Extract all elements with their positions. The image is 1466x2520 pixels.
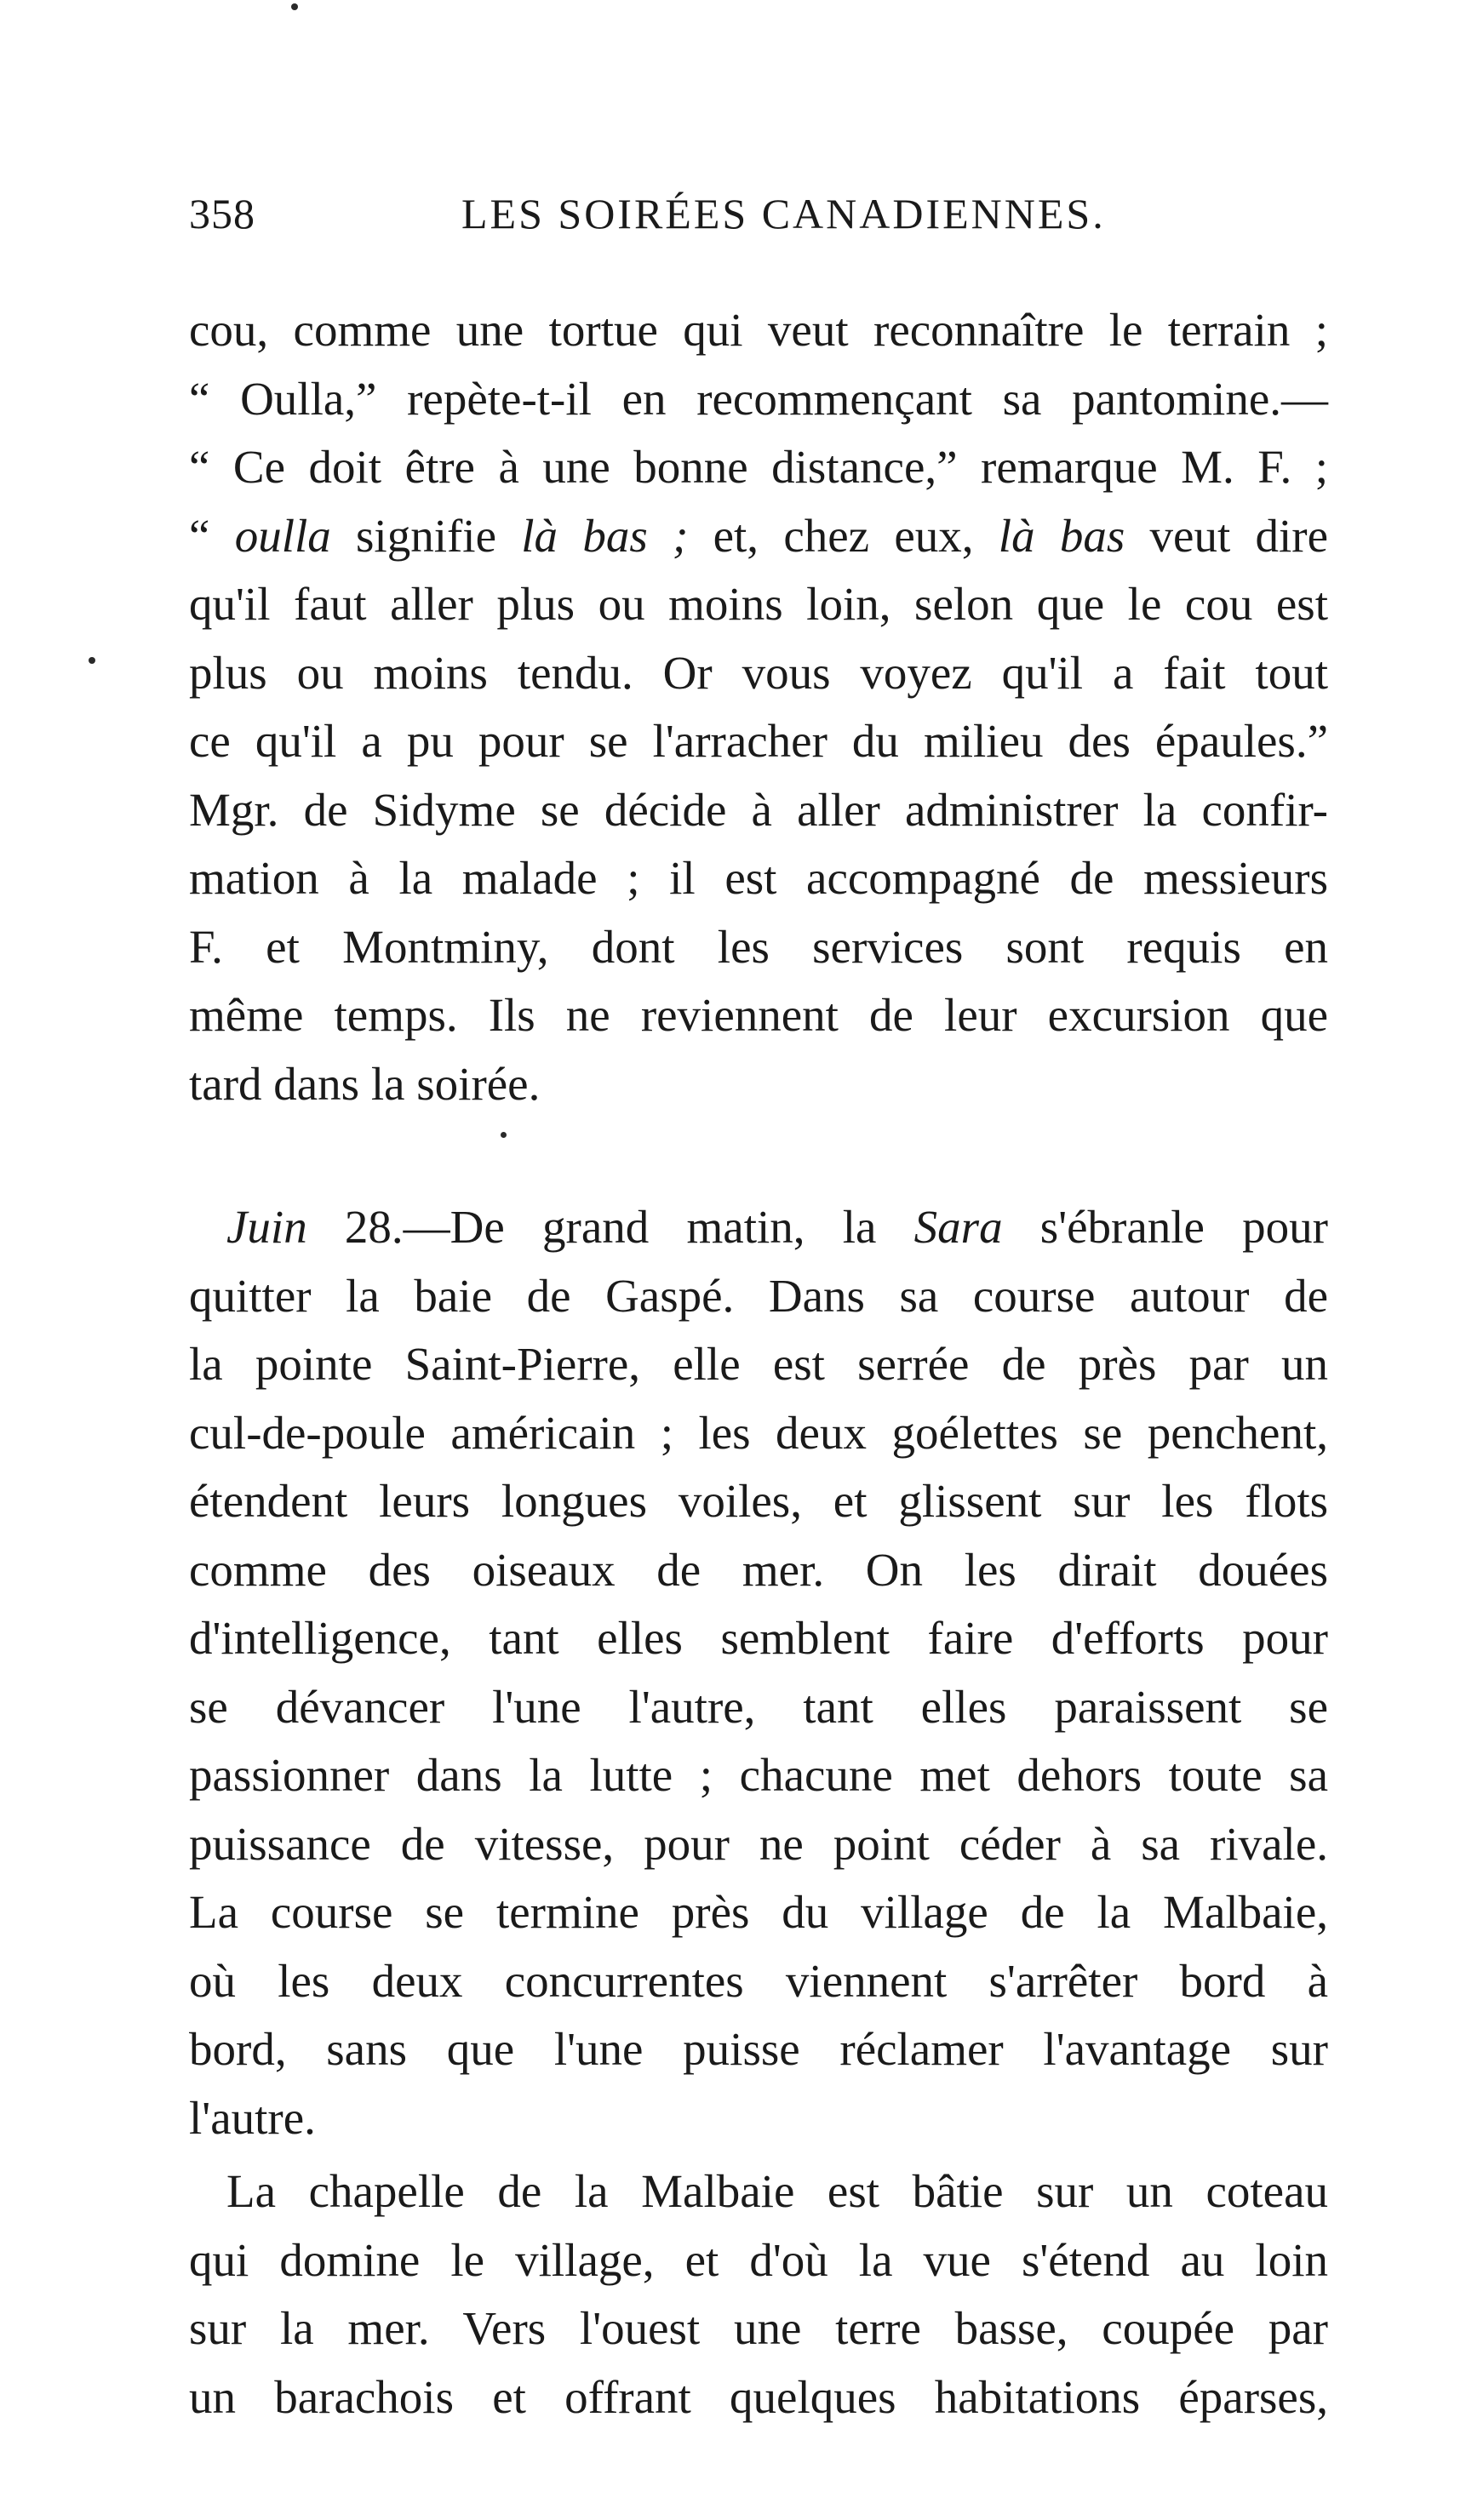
italic-word: oulla: [234, 509, 331, 562]
text-fragment: veut dire: [1125, 509, 1329, 562]
text-line: où les deux concurrentes viennent s'arrêter bord à: [189, 1954, 1328, 2007]
text-line: comme des oiseaux de mer. On les dirait douées: [189, 1543, 1328, 1596]
text-fragment: et, chez eux,: [688, 509, 999, 562]
text-line: plus ou moins tendu. Or vous voyez qu'il a fait tout: [189, 646, 1328, 699]
page-number: 358: [189, 190, 255, 237]
text-line: qu'il faut aller plus ou moins loin, selon que le cou est: [189, 578, 1328, 630]
print-speck: [291, 3, 298, 10]
text-line: [189, 1193, 1328, 1262]
text-fragment: 28.—De grand matin, la: [306, 1201, 914, 1253]
text-line: la pointe Saint-Pierre, elle est serrée de près par un: [189, 1338, 1328, 1390]
print-speck: [89, 657, 95, 664]
text-line: “ Oulla,” repète-t-il en recommençant sa pantomine.—: [189, 372, 1328, 425]
running-title: LES SOIRÉES CANADIENNES.: [461, 190, 1106, 237]
text-fragment: s'ébranle pour: [1002, 1201, 1328, 1253]
text-line: Mgr. de Sidyme se décide à aller administrer la confir-: [189, 783, 1328, 836]
text-line: F. et Montminy, dont les services sont requis en: [189, 920, 1328, 973]
text-line: se dévancer l'une l'autre, tant elles paraissent se: [189, 1680, 1328, 1733]
italic-word: Sara: [913, 1201, 1003, 1253]
text-line: “ Ce doit être à une bonne distance,” remarque M. F. ;: [189, 441, 1328, 493]
text-fragment: signifie: [330, 509, 522, 562]
italic-word: là bas: [998, 509, 1125, 562]
paragraph: [189, 296, 1328, 1118]
page-header: [189, 189, 1321, 240]
text-line: un barachois et offrant quelques habitations éparses,: [189, 2370, 1328, 2423]
text-line: tard dans la soirée.: [189, 1057, 541, 1110]
text-line: cou, comme une tortue qui veut reconnaître le terrain ;: [189, 304, 1328, 356]
paragraph-gap: [189, 1118, 1328, 1193]
text-line: La course se termine près du village de la Malbaie,: [189, 1886, 1328, 1938]
text-line: ce qu'il a pu pour se l'arracher du milieu des épaules.”: [189, 715, 1328, 767]
text-line: quitter la baie de Gaspé. Dans sa course autour de: [189, 1269, 1328, 1322]
text-line: puissance de vitesse, pour ne point céder à sa rivale.: [189, 1817, 1328, 1870]
text-line: l'autre.: [189, 2091, 316, 2144]
paragraph: [189, 2157, 1328, 2431]
text-line: La chapelle de la Malbaie est bâtie sur un coteau: [226, 2165, 1328, 2217]
body-text: [189, 296, 1328, 2431]
text-line: sur la mer. Vers l'ouest une terre basse, coupée par: [189, 2302, 1328, 2354]
text-line: mation à la malade ; il est accompagné de messieurs: [189, 852, 1328, 904]
text-line: cul-de-poule américain ; les deux goélettes se penchent,: [189, 1406, 1328, 1459]
text-fragment: “: [189, 509, 235, 562]
text-line: étendent leurs longues voiles, et glissent sur les flots: [189, 1475, 1328, 1527]
text-line: d'intelligence, tant elles semblent faire d'efforts pour: [189, 1612, 1328, 1664]
text-line: [189, 502, 1328, 571]
italic-word: là bas ;: [521, 509, 689, 562]
text-line: même temps. Ils ne reviennent de leur excursion que: [189, 989, 1328, 1041]
italic-word: Juin: [226, 1201, 307, 1253]
text-line: passionner dans la lutte ; chacune met dehors toute sa: [189, 1749, 1328, 1801]
paragraph: [189, 1193, 1328, 2152]
text-line: bord, sans que l'une puisse réclamer l'avantage sur: [189, 2023, 1328, 2075]
text-line: qui domine le village, et d'où la vue s'étend au loin: [189, 2233, 1328, 2286]
